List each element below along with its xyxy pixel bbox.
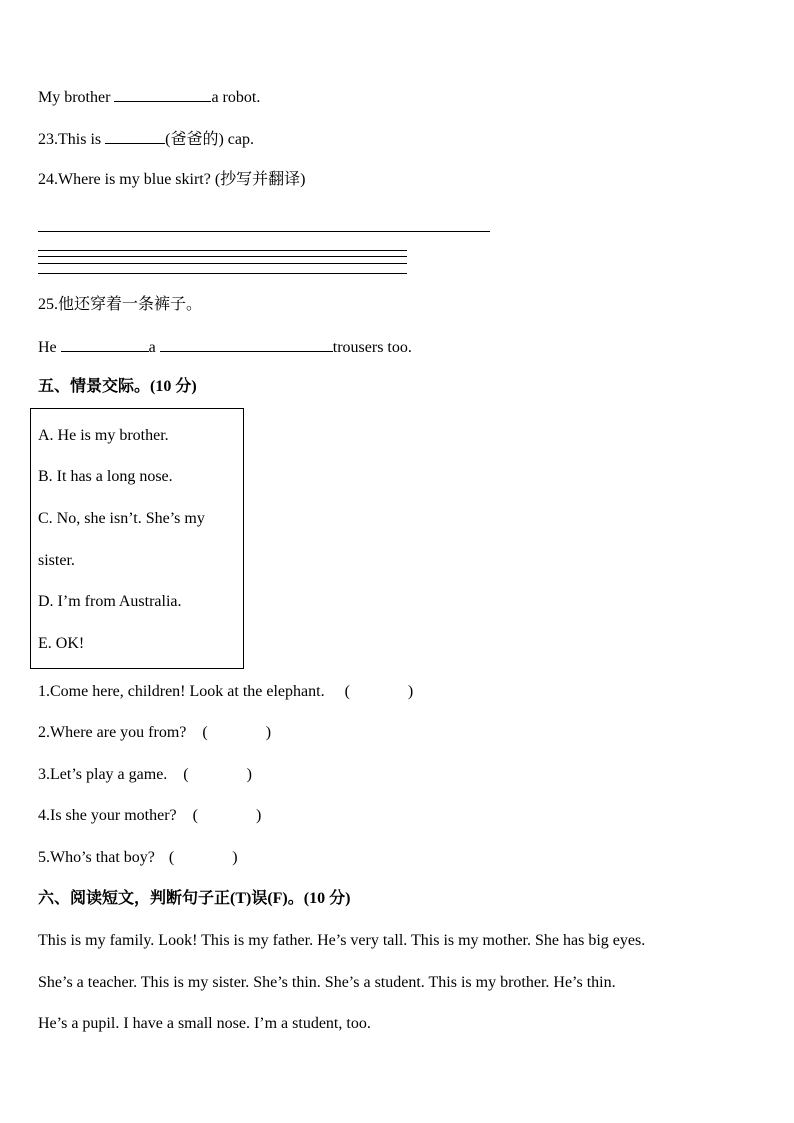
q25-prefix: He xyxy=(38,339,61,356)
answer-paren-open: ( xyxy=(202,724,208,741)
dialog-question-3 xyxy=(38,765,252,785)
copy-line-3[interactable] xyxy=(38,263,407,264)
answer-line-1[interactable] xyxy=(38,231,490,232)
answer-paren-open: ( xyxy=(192,807,198,824)
dialog-question-2 xyxy=(38,723,271,743)
q25-blank-2[interactable] xyxy=(160,337,333,352)
q22-blank[interactable] xyxy=(114,87,211,102)
copy-line-4[interactable] xyxy=(38,273,407,274)
dialog-question-1 xyxy=(38,682,413,702)
passage-line-2: She’s a teacher. This is my sister. She’s thin. She’s a student. This is my brother. He’s thin. xyxy=(38,974,616,991)
q23-prefix: 23.This is xyxy=(38,131,106,148)
answer-paren-open: ( xyxy=(344,683,350,700)
option-c-continued: sister. xyxy=(38,552,75,569)
question-25 xyxy=(38,337,412,358)
answer-paren-open: ( xyxy=(183,766,189,783)
options-box xyxy=(30,408,244,669)
section-6-title: 六、阅读短文，判断句子正(T)误(F)。(10 分) xyxy=(38,890,351,907)
q25-mid: a xyxy=(148,339,160,356)
q22-suffix: a robot. xyxy=(211,89,261,106)
option-d: D. I’m from Australia. xyxy=(38,593,182,610)
answer-paren-close: ) xyxy=(407,683,414,700)
question-24: 24.Where is my blue skirt? (抄写并翻译) xyxy=(38,171,306,188)
option-c: C. No, she isn’t. She’s my xyxy=(38,510,205,527)
q23-blank[interactable] xyxy=(105,129,165,144)
option-a: A. He is my brother. xyxy=(38,427,169,444)
dialog-question-4-text: 4.Is she your mother? xyxy=(38,807,177,824)
option-b: B. It has a long nose. xyxy=(38,468,173,485)
passage-line-3: He’s a pupil. I have a small nose. I’m a student, too. xyxy=(38,1015,371,1032)
option-e: E. OK! xyxy=(38,635,85,652)
q22-prefix: My brother xyxy=(38,89,115,106)
dialog-question-1-text: 1.Come here, children! Look at the elephant. xyxy=(38,683,325,700)
question-23 xyxy=(38,129,254,150)
dialog-question-3-text: 3.Let’s play a game. xyxy=(38,766,168,783)
copy-line-2[interactable] xyxy=(38,256,407,257)
q25-blank-1[interactable] xyxy=(61,337,149,352)
dialog-question-4 xyxy=(38,806,261,826)
answer-paren-close: ) xyxy=(265,724,272,741)
answer-paren-close: ) xyxy=(255,807,262,824)
question-22 xyxy=(38,87,260,108)
q23-suffix: (爸爸的) cap. xyxy=(165,131,254,148)
q25-suffix: trousers too. xyxy=(332,339,412,356)
copy-line-1[interactable] xyxy=(38,250,407,251)
dialog-question-2-text: 2.Where are you from? xyxy=(38,724,187,741)
dialog-question-5 xyxy=(38,848,238,868)
question-25-chinese: 25.他还穿着一条裤子。 xyxy=(38,296,203,313)
section-5-title: 五、情景交际。(10 分) xyxy=(38,378,197,395)
passage-line-1: This is my family. Look! This is my father. He’s very tall. This is my mother. She has big eyes. xyxy=(38,932,646,949)
answer-paren-close: ) xyxy=(232,849,238,866)
answer-paren-open: ( xyxy=(168,849,175,866)
dialog-question-5-text: 5.Who’s that boy? xyxy=(38,849,155,866)
answer-paren-close: ) xyxy=(246,766,252,783)
